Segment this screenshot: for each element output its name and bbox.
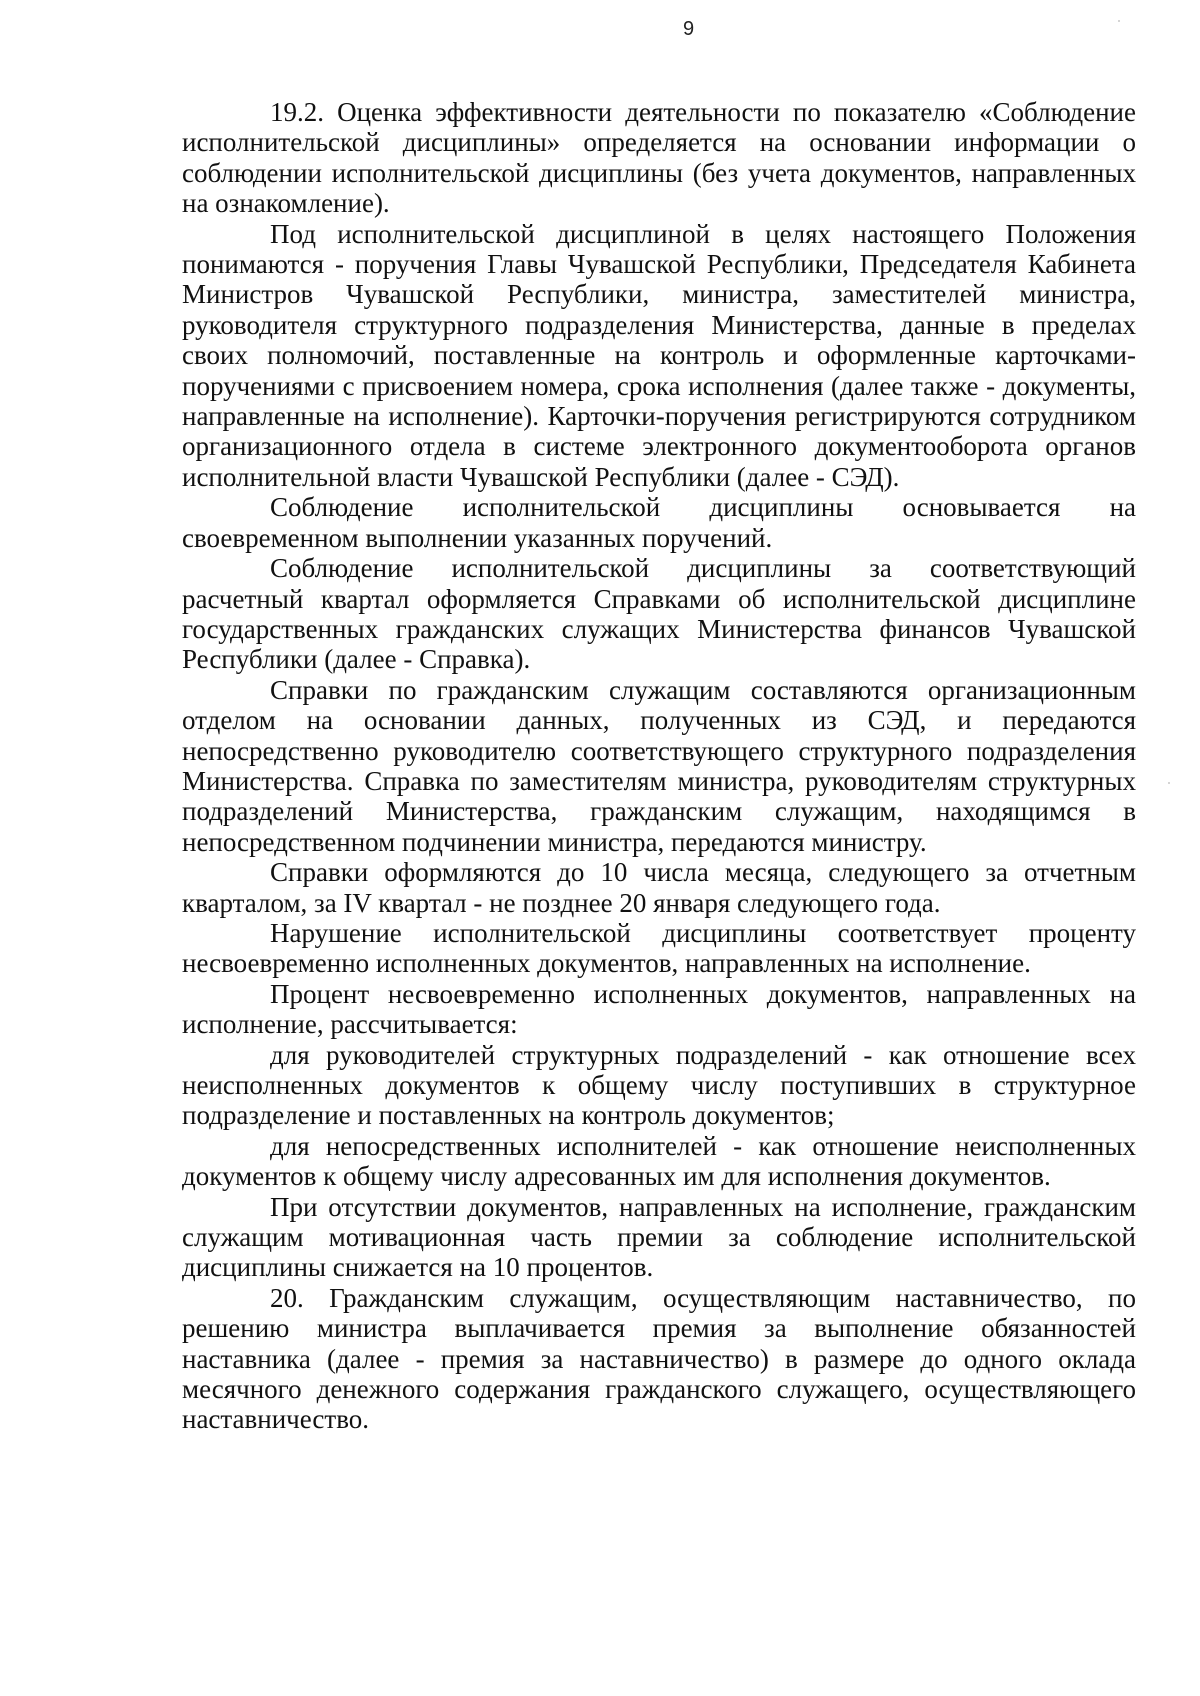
paragraph-quarterly-reports: Соблюдение исполнительской дисциплины за соответствующий расчетный квартал оформляется Справками об исполнительской дисциплине государственных гражданских служащих Министерства финансов Чувашской Республики (далее - Справка). xyxy=(182,553,1136,675)
scan-speck xyxy=(1168,782,1170,784)
document-body xyxy=(182,97,1136,1435)
paragraph-19-2: 19.2. Оценка эффективности деятельности по показателю «Соблюдение исполнительской дисциплины» определяется на основании информации о соблюдении исполнительской дисциплины (без учета документов, направленных на ознакомление). xyxy=(182,97,1136,219)
paragraph-managers-calculation: для руководителей структурных подразделений - как отношение всех неисполненных документов к общему числу поступивших в структурное подразделение и поставленных на контроль документов; xyxy=(182,1039,1136,1131)
paragraph-report-deadlines: Справки оформляются до 10 числа месяца, следующего за отчетным кварталом, за IV квартал - не позднее 20 января следующего года. xyxy=(182,857,1136,918)
page-number: 9 xyxy=(682,18,695,40)
paragraph-executors-calculation: для непосредственных исполнителей - как отношение неисполненных документов к общему числу адресованных им для исполнения документов. xyxy=(182,1130,1136,1192)
paragraph-report-distribution: Справки по гражданским служащим составляются организационным отделом на основании данных, полученных из СЭД, и передаются непосредственно руководителю соответствующего структурного подразделения Министерства. Справка по заместителям министра, руководителям структурных подразделений Министерства, гражданским служащим, находящимся в непосредственном подчинении министра, передаются министру. xyxy=(182,674,1136,857)
paragraph-compliance-basis: Соблюдение исполнительской дисциплины основывается на своевременном выполнении указанных поручений. xyxy=(182,492,1136,553)
paragraph-violation-definition: Нарушение исполнительской дисциплины соответствует проценту несвоевременно исполненных документов, направленных на исполнение. xyxy=(182,917,1136,979)
paragraph-no-documents: При отсутствии документов, направленных на исполнение, гражданским служащим мотивационная часть премии за соблюдение исполнительской дисциплины снижается на 10 процентов. xyxy=(182,1191,1136,1283)
paragraph-20-mentorship: 20. Гражданским служащим, осуществляющим наставничество, по решению министра выплачивается премия за выполнение обязанностей наставника (далее - премия за наставничество) в размере до одного оклада месячного денежного содержания гражданского служащего, осуществляющего наставничество. xyxy=(182,1282,1136,1435)
paragraph-percentage-calculation: Процент несвоевременно исполненных документов, направленных на исполнение, рассчитывается: xyxy=(182,978,1136,1040)
paragraph-definition: Под исполнительской дисциплиной в целях настоящего Положения понимаются - поручения Главы Чувашской Республики, Председателя Кабинета Министров Чувашской Республики, министра, заместителей министра, руководителя структурного подразделения Министерства, данные в пределах своих полномочий, поставленные на контроль и оформленные карточками-поручениями с присвоением номера, срока исполнения (далее также - документы, направленные на исполнение). Карточки-поручения регистрируются сотрудником организационного отдела в системе электронного документооборота органов исполнительной власти Чувашской Республики (далее - СЭД). xyxy=(182,218,1136,492)
scan-speck xyxy=(1118,20,1120,22)
